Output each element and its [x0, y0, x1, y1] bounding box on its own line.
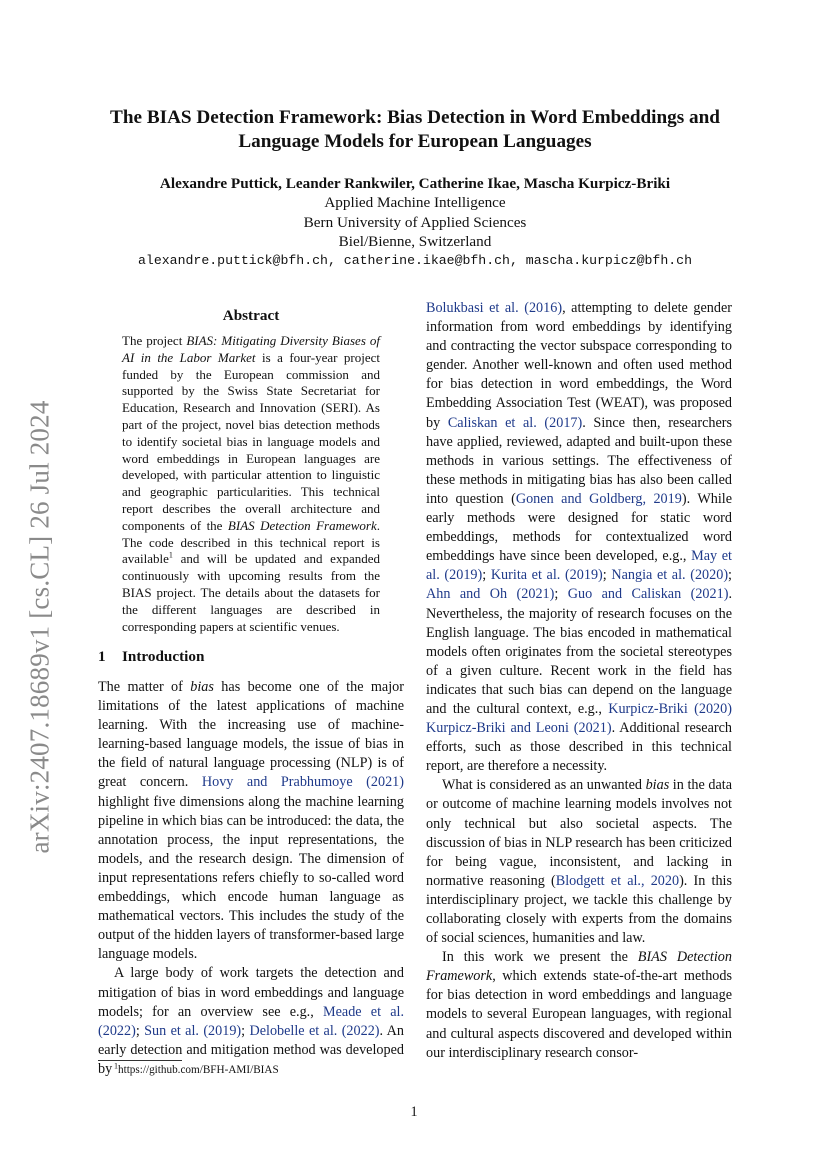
text-run: . An early detection and mitigation method was developed by — [98, 1022, 404, 1077]
text-run: . Since then, researchers have applied, reviewed, adapted and built-upon these methods in various settings. The effectiveness of these methods in mitigating bias has also been called into question ( — [426, 414, 733, 507]
left-column — [98, 678, 404, 1079]
citation-link[interactable]: Kurpicz-Briki (2020) — [608, 700, 732, 717]
paragraph — [426, 948, 732, 1063]
footnote-number: 1 — [114, 1061, 118, 1071]
text-run: ). While early methods were designed for static word embeddings, methods for contextualized word embeddings have since been developed, e.g., — [426, 490, 733, 565]
abstract-heading: Abstract — [222, 307, 280, 324]
footnote-divider — [98, 1060, 182, 1061]
text-run: ; — [602, 567, 612, 584]
citation-link[interactable]: Kurpicz-Briki and Leoni (2021) — [426, 720, 612, 737]
text-run: . The code described in this technical report is available — [122, 517, 380, 567]
text-run: in the data or outcome of machine learning models involves not only technical but also societal aspects. The discussion of bias in NLP research has been criticized for being vague, inconsistent, and lacking in normative reasoning ( — [426, 777, 732, 889]
citation-link[interactable]: Nangia et al. (2020) — [611, 567, 729, 584]
citation-link[interactable]: Bolukbasi et al. (2016) — [426, 300, 563, 316]
citation-link[interactable]: Kurita et al. (2019) — [490, 567, 603, 584]
footnote-marker[interactable]: 1 — [168, 551, 173, 561]
text-run: and will be updated and expanded continuously with upcoming results from the BIAS project. The details about the datasets for the different languages are described in corresponding papers at scientific venues. — [122, 551, 380, 634]
paragraph — [426, 776, 732, 948]
arxiv-identifier: arXiv:2407.18689v1 [cs.CL] 26 Jul 2024 — [24, 400, 55, 854]
footnote-url[interactable]: https://github.com/BFH-AMI/BIAS — [118, 1064, 279, 1076]
citation-link[interactable]: Sun et al. (2019) — [144, 1022, 242, 1039]
text-run: highlight five dimensions along the machine learning pipeline in which bias can be introduced: the data, the annotation process, the input representations, the models, and the research design. The dimension of input representations refers chiefly to so-called word embeddings, which encode human language as mathematical vectors. This includes the study of the output of the hidden layers of transformer-based large language models. — [98, 793, 404, 963]
text-run: ; — [554, 586, 568, 603]
citation-link[interactable]: Blodgett et al., 2020 — [555, 872, 680, 889]
emphasis: bias — [190, 679, 214, 695]
text-run: has become one of the major limitations of the latest applications of machine learning. With the increasing use of machine-learning-based language models, the issue of bias in the field of natural language processing (NLP) is of great concern. — [98, 679, 404, 791]
text-run: ). In this interdisciplinary project, we tackle this challenge by collaborating closely with experts from the domains of social sciences, humanities and law. — [426, 872, 733, 947]
text-run: is a four-year project funded by the European commission and supported by the Swiss State Secretariat for Education, Research and Innovation (SERI). As part of the project, novel bias detection methods to identify societal bias in language models and word embeddings in European languages are developed, with particular attention to linguistic and geographic particularities. This technical report describes the overall architecture and components of the — [122, 349, 380, 533]
section-heading — [98, 647, 404, 666]
emphasis: bias — [645, 777, 670, 794]
text-run: . Additional research efforts, such as those described in this technical report, are therefore a necessity. — [426, 720, 733, 775]
affiliation-line: Bern University of Applied Sciences — [303, 213, 527, 231]
footnote — [98, 1063, 404, 1077]
citation-link[interactable]: Guo and Caliskan (2021) — [567, 586, 729, 603]
affiliation-line: Biel/Bienne, Switzerland — [338, 233, 492, 250]
citation-link[interactable]: Gonen and Goldberg, 2019 — [515, 490, 682, 507]
paragraph — [98, 678, 404, 964]
text-run: The project — [122, 333, 187, 348]
citation-link[interactable]: Meade et al. (2022) — [98, 1003, 405, 1039]
text-run: ; — [241, 1022, 250, 1039]
citation-link[interactable]: Caliskan et al. (2017) — [447, 414, 583, 431]
text-run: What is considered as an unwanted — [442, 777, 646, 794]
paragraph — [98, 964, 404, 1079]
text-run: The matter of — [98, 679, 191, 695]
section-title: Introduction — [122, 648, 205, 665]
citation-link[interactable]: Ahn and Oh (2021) — [426, 586, 555, 603]
emphasis: BIAS: Mitigating Diversity Biases of AI in the Labor Market — [122, 333, 380, 365]
text-run: , attempting to delete gender information from word embeddings by identifying and contracting the vector subspace corresponding to gender. Another well-known and often used method for bias detection in word embeddings, the Word Embedding Association Test (WEAT), was proposed by — [426, 300, 733, 431]
citation-link[interactable]: Delobelle et al. (2022) — [249, 1022, 380, 1039]
text-run: ; — [482, 567, 491, 584]
citation-link[interactable]: Hovy and Prabhumoye (2021) — [201, 774, 404, 791]
author-emails: alexandre.puttick@bfh.ch, catherine.ikae@bfh.ch, mascha.kurpicz@bfh.ch — [138, 253, 692, 268]
text-run: ; — [728, 567, 732, 584]
text-run: ; — [135, 1022, 145, 1039]
section-number: 1 — [98, 648, 106, 665]
text-run: In this work we present the — [442, 949, 638, 966]
text-run: , which extends state-of-the-art methods for bias detection in word embeddings and language models to several European languages, with regional and cultural aspects discovered and developed within our interdisciplinary research consor- — [426, 968, 732, 1061]
paper-title: The BIAS Detection Framework: Bias Detection in Word Embeddings and Language Models for European Languages — [110, 107, 720, 152]
affiliation — [95, 193, 735, 252]
author-list: Alexandre Puttick, Leander Rankwiler, Catherine Ikae, Mascha Kurpicz-Briki — [159, 175, 671, 192]
arxiv-sidebar — [20, 377, 60, 877]
affiliation-line: Applied Machine Intelligence — [324, 194, 506, 211]
citation-link[interactable]: May et al. (2019) — [426, 548, 732, 584]
paragraph-continued — [426, 299, 732, 776]
text-run: A large body of work targets the detection and mitigation of bias in word embeddings and language models; for an overview see e.g., — [98, 965, 404, 1020]
emphasis: BIAS Detection Framework — [227, 517, 377, 533]
right-column — [426, 299, 732, 1063]
text-run: . Nevertheless, the majority of research focuses on the English language. The bias encoded in mathematical models often originates from the societal stereotypes of a given culture. Recent work in the field has indicates that such bias can depend on the language and the cultural context, e.g., — [426, 586, 732, 717]
emphasis: BIAS Detection Framework — [426, 949, 732, 985]
page-number: 1 — [410, 1104, 418, 1120]
abstract-text — [122, 333, 380, 635]
